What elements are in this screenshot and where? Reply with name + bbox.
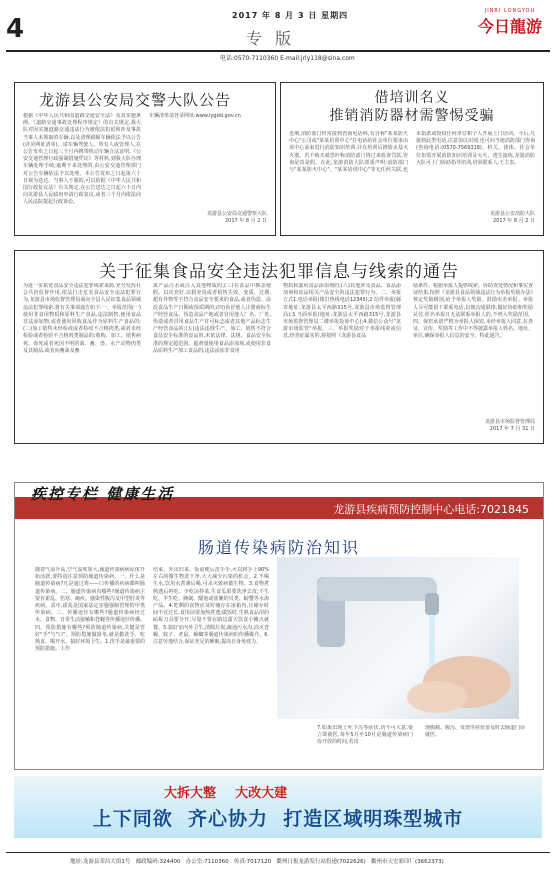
warning-title [281,89,543,125]
warning-title-line2: 推销消防器材需警惕受骗 [329,108,495,124]
food-notice-col3: 物质和滥用食品添加剂的;(六)其他涉及食品、食品添加剂和食品相关产品安全的违法犯罪行为。二、举报方式1.电话举报(拨打热线电话12345);2.信件举报(邮寄地址:龙游县太平西路315号,龙游县市场监督管理局);3.当面举报(地址:龙游县太平西路315号,龙游县市场监督管理局二楼举报投诉中心);4.微信公众号"龙游市场监管"举报。三、举报奖励对于举报线索或信息,经查证属实的,将按照《龙游县食品 [283,283,401,340]
footer-postcode: 邮政编码:324400 [135,859,181,865]
footer-office: 办公室:7110360 [185,859,229,865]
notice-body-col1: 根据《中华人民共和国道路交通安全法》及其实施条例、《道路交通事故处理程序规定》的有关规定,我大队对因实施道路交通违法行为被依法扣留和涉及事故当事人未领取的车辆,以及清理路障车辆依法予以公告(详见网址清单)。请车辆驾驶人、所有人或管理人,在公告发布之日起三个月内携带机动车辆合法证明,《公安交通管理行政强制措施凭证》等材料,到我大队办理车辆处理手续;逾期不来处理的,由公安交通管理部门对公告车辆依法予以处理。本公告发布之日起第六十日视为送达。当事人不服的,可以依据《中华人民共和国行政复议法》有关规定,在公告送达之日起六十日内向龙游县人民政府申请行政复议,或者三个月内依法向人民法院提起行政诉讼。 [23,113,141,206]
issue-date: 2017 年 8 月 3 日 星期四 [232,11,349,20]
fire-safety-warning [280,82,544,236]
section-name: 专 版 [246,29,296,48]
warning-signature [490,211,535,225]
warning-signer: 龙游县公安消防大队 [489,211,535,217]
health-hotline: 龙游县疾病预防控制中心电话:7021845 [333,503,529,516]
food-notice-signature [485,419,535,433]
health-article-title: 肠道传染病防治知识 [197,538,360,557]
footer [70,857,444,865]
faucet-illustration [277,557,519,719]
contact-line: 电话:0570-7110360 E-mail:jrly118@sina.com [220,55,355,62]
banner-tags [164,782,287,801]
food-notice-col4: 励条件、根据举报人提供线索、协助查处情况和事实查证结果,按照《龙游县食品领域违法行为举报奖励办法》核定奖励级别,给予举报人奖励。鼓励实名举报。举报人尽可能留下联系电话,以便沟通联络,做好协助和奖励兑付;匿名举报且无法联系举报人的,不列入奖励范围。四、保密承诺严格为举报人保密,未经举报人同意,在查证、宣传、奖励等工作中不得披露举报人姓名、地址、单位,确保举报人信息的安全。特此通告。 [413,283,533,340]
footer-address: 地址:龙游县荣昌大街1号 [70,859,131,865]
banner-tag-2: 大改大建 [235,786,288,801]
footer-printer: 衢州市天宏彩印厂(3662373) [370,859,444,865]
banner-slogan: 上下同欲 齐心协力 打造区域明珠型城市 [92,808,464,830]
food-notice-date: 2017 年 7 月 31 日 [489,426,535,432]
notice-date: 2017 年 8 月 2 日 [224,218,267,224]
notice-signer: 龙游县公安局交通警察大队 [206,211,267,217]
warning-date: 2017 年 8 月 2 日 [492,218,535,224]
food-notice-title: 关于征集食品安全违法犯罪信息与线索的通告 [99,262,459,282]
page-number: 4 [6,14,25,44]
notice-url: 车辆清单请登录网址:www.lygdd.gov.cn [149,113,241,119]
masthead-logo [470,8,550,37]
health-col1: 随着气温升高,空气湿度加大,肠道传染病病原体开始活跃,要特别注意预防肠道传染病。一、什么是肠道传染病?凡是通过粪——口传播的疾病都叫肠道传染病。二、肠道传染病有哪些?肠道传染病主要有霍乱、伤寒、痢疾、感染性腹泻及甲型肝炎等疾病。其中,霍乱是国家法定实施强制管理的甲类传染病。三、传播途径有哪些?肠道传染病经过水、食物、日常生活接触和苍蝇等传播途径传播。四、预防措施有哪些?预防肠道传染病,关键是管好"手"与"口"。预防措施做简单,就是勤洗手、吃熟食、喝开水、搞好环境卫生。1.洗手是最重要的预防措施。工作 [35,567,145,653]
health-column-banner: 疾控专栏 健康生活 [31,485,175,503]
traffic-police-notice [14,82,276,236]
notice-body-col2 [149,113,269,120]
food-notice-signer: 龙游县市场监督管理局 [484,419,535,425]
banner-tag-1: 大拆大整 [164,786,217,801]
health-column [14,482,544,770]
food-safety-notice [14,250,544,444]
warning-body: 近期,消防部门经常接到咨询电话称,有自称"某某防火中心"公司或"某某培训中心"打电话给社会单位要求由该中心前来进行消防知识培训,并在培训后推销水基灭火器。若不购买就恐吓称消防部门将过来检查罚款,咨询是真是假。在此,龙游消防大队郑重声明:消防部门与"某某防火中心"、"某某培训中心"等无任何关联,也未指派或授权任何单位和个人开展上门培训。今后,凡接到此类电话,注意加以识别,也可向当地消防部门咨询(咨询电话:(0570-7569318)。机关、团体、社会单位如需开展消防知识培训及灭火、逃生演练,龙游消防大队可上门协助指导培训,培训联系人:王主表。 [289,131,535,174]
health-col3: 7.如果出现上吐下泻等症状,切不可大意,要立即就医,每年5月至10月是肠道传染病门诊开放的时间,若出 [317,725,413,746]
notice-signature [207,211,267,225]
city-slogan-banner [14,776,542,838]
health-col2: 结束、外出归来、饭前便后洗手手,可以将手上90%左右的微生物洗干净,大大减少污染的机会。2.不喝生水,饮用水煮沸后喝,可杀灭致病微生物。3.食物煮熟透后再吃。少吃凉拌菜,生食瓜果要洗净去皮;不生吃、半生吃、腌制、醋泡或盐腌的贝类、螃蟹等水海产品。4.吃剩的食物应及时储存在冰箱内,且储存时间不宜过长,食用前要加热煮透;做饭时,生熟食品用的砧板刀具要分开;尽量不要在路边露天饮食小摊点就餐。5.搞好室内外卫生,清除垃圾,疏通污水沟,消灭苍蝇、蚊子、老鼠、蟑螂等肠道传染病的传播媒介。6.注意劳逸结合,保证充足的睡眠,提高自身免疫力。 [153,567,269,646]
food-notice-col2: 禽产品注水或注入其他物质的;(三)在食品中掺杂使假、以次充好,以假充真或者销售失效、变质、过期,超有异物等不符合食品安全要求的食品,或者伪造、涂改食品生产日期或保质期的;(四)伪冒他人注册商标生产经营食品、伪造食品产地或者冒用他人厂名、厂址,伪造或者冒用食品生产许可标志或者其他产品标志生产经营食品的;(五)违法违规生产、加工、销售不符合食品安全标准的食品的,未依法律、法规、食品安全标准的规定超范围、超剂量使用食品添加剂,或使用非食品原料生产加工食品的;违法添加非食用 [153,283,271,354]
notice-title: 龙游县公安局交警大队公告 [39,91,232,109]
footer-fax: 传真:7017120 [233,859,272,865]
health-col4: 现腹痛、腹泻、发烧等症状要及时去肠道门诊就医。 [425,725,525,739]
hand-washing-photo [277,557,519,719]
food-notice-col1: 为进一步拓宽食品安全违法犯罪线索来源,充分发挥社会共治监督作用,依法打击危害食品安全违法犯罪行为,龙游县市场监督管理局面向全县人民征集食品领域违法犯罪线索,将有关事项通告如下:一、举报范围(一)使用非食用物质和原料生产食品,违法制售,使用食品非法添加物,或者使用回收食品作为原料生产食品的;(二)加工销售未经检疫或者检疫不合格肉类,或者未经检验或者检验不合格肉类制品的;收购、加工、销售病死、毒死或者死因不明的禽、畜、兽、水产动物肉类及其制品,或者向畜禽及畜 [23,283,141,354]
logo-subtitle: JINRI LONGYOU [484,8,536,14]
logo-text: 今日龍游 [477,17,542,36]
footer-distribution: 衢州日报龙游发行站投递(7022626) [276,859,366,865]
warning-title-line1: 借培训名义 [374,90,450,106]
